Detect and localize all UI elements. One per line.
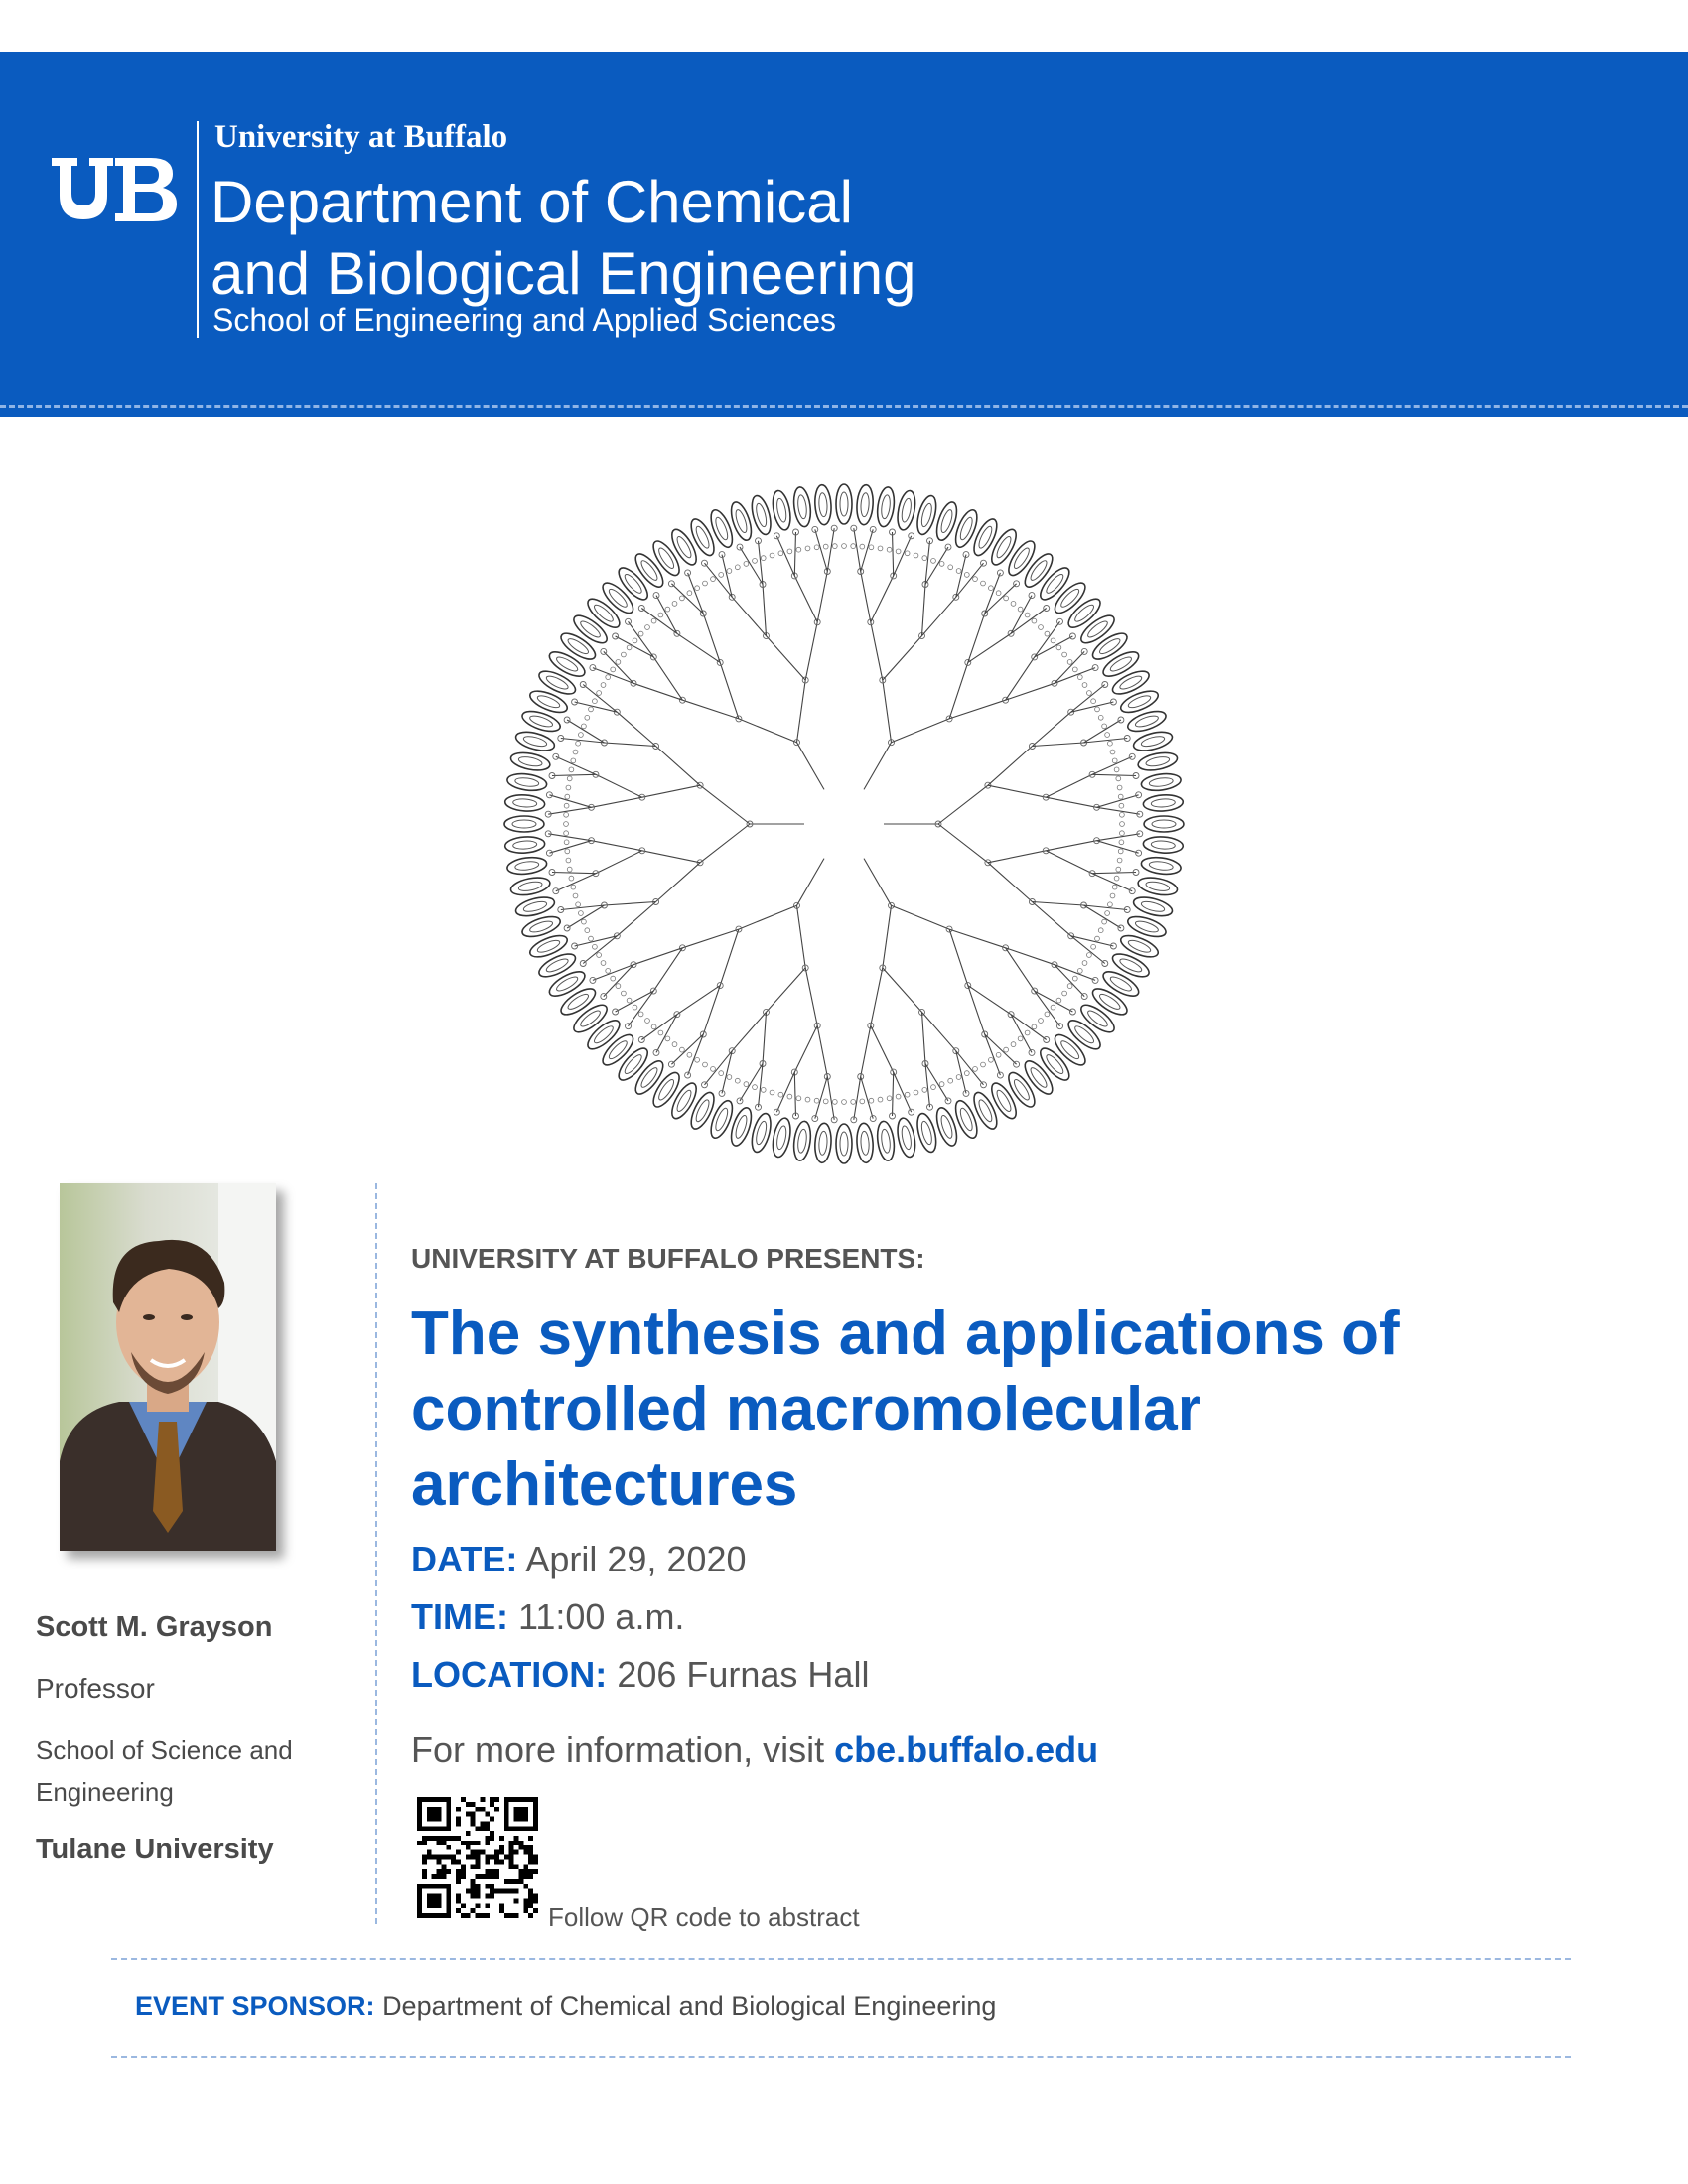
talk-title: The synthesis and applications of controlled macromolecular architectures (411, 1299, 1400, 1519)
sponsor-divider-top (111, 1958, 1571, 1960)
department-line-2: and Biological Engineering (211, 240, 916, 307)
date-row (411, 1539, 747, 1580)
speaker-photo (60, 1183, 276, 1551)
time-label: TIME: (411, 1596, 508, 1637)
department-line-1: Department of Chemical (211, 169, 853, 235)
dendrimer-illustration (496, 477, 1192, 1171)
location-row (411, 1654, 869, 1696)
date-label: DATE: (411, 1539, 518, 1579)
speaker-title: Professor (36, 1673, 155, 1704)
speaker-school: School of Science and Engineering (36, 1735, 293, 1807)
speaker-name: Scott M. Grayson (36, 1611, 273, 1643)
header-divider (0, 405, 1688, 408)
presents-heading: UNIVERSITY AT BUFFALO PRESENTS: (411, 1243, 925, 1274)
sponsor-name: Department of Chemical and Biological Engineering (382, 1991, 997, 2021)
university-name: University at Buffalo (214, 119, 508, 155)
date-value: April 29, 2020 (525, 1539, 747, 1579)
more-info (411, 1729, 1098, 1771)
time-value: 11:00 a.m. (518, 1596, 685, 1637)
more-info-link[interactable]: cbe.buffalo.edu (834, 1729, 1099, 1770)
speaker-university: Tulane University (36, 1834, 274, 1865)
time-row (411, 1596, 684, 1638)
more-info-text: For more information, visit (411, 1729, 825, 1770)
column-divider (375, 1183, 377, 1924)
location-value: 206 Furnas Hall (617, 1654, 870, 1695)
event-sponsor (135, 1991, 996, 2022)
ub-logo (50, 154, 179, 225)
sponsor-divider-bottom (111, 2056, 1571, 2058)
logo-divider (197, 121, 199, 338)
department-name (211, 167, 916, 310)
qr-code[interactable] (417, 1797, 538, 1918)
qr-caption: Follow QR code to abstract (548, 1902, 860, 1932)
location-label: LOCATION: (411, 1654, 608, 1695)
school-name: School of Engineering and Applied Sciences (212, 302, 836, 338)
sponsor-label: EVENT SPONSOR: (135, 1991, 375, 2021)
